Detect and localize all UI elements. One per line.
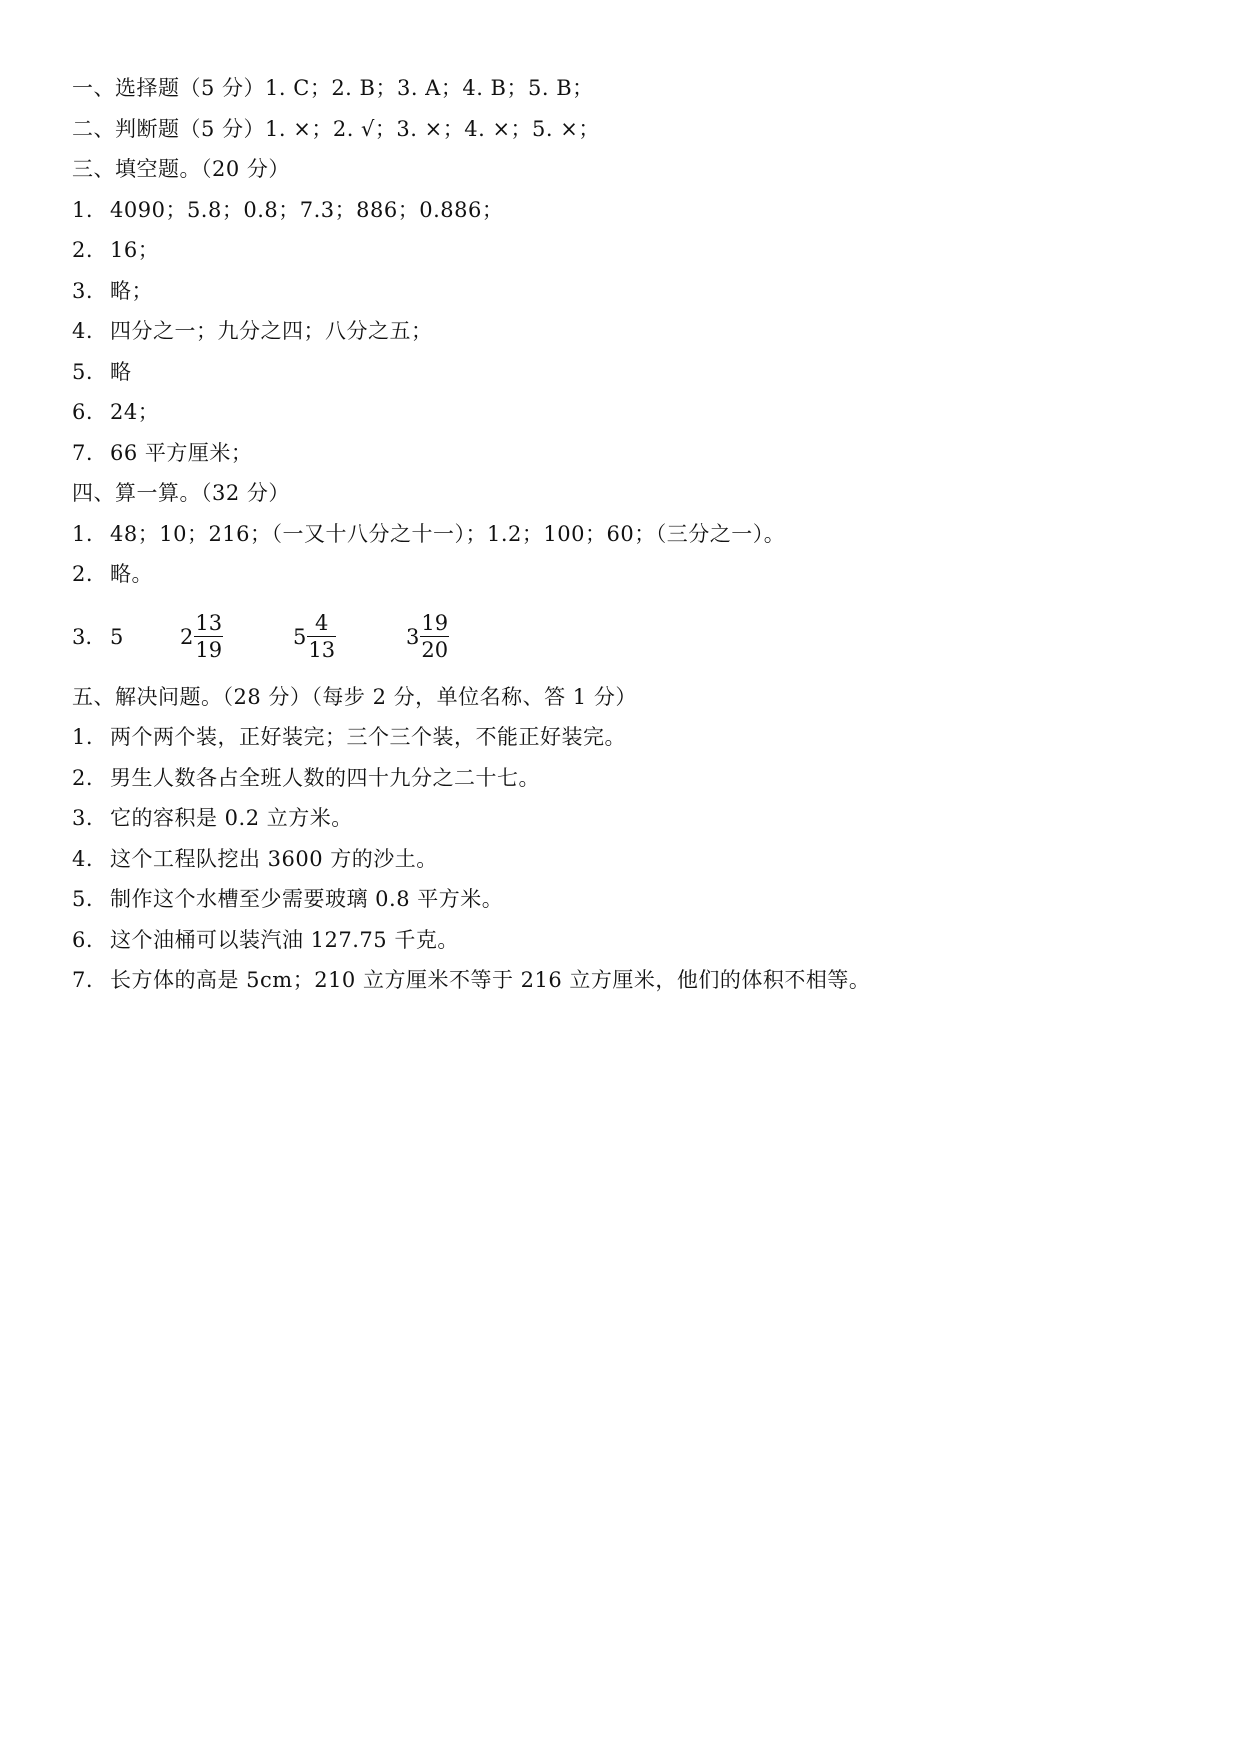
fill-in-item xyxy=(72,433,1182,474)
fraction xyxy=(194,610,223,663)
section-true-false: 二、判断题（5 分）1. ×；2. √；3. ×；4. ×；5. ×； xyxy=(72,116,600,141)
item-number: 2. xyxy=(72,562,94,586)
problem-item xyxy=(72,920,1182,961)
item-number: 5. xyxy=(72,887,94,911)
section-calculation-heading: 四、算一算。（32 分） xyxy=(72,481,290,505)
item-answer: 这个油桶可以装汽油 127.75 千克。 xyxy=(110,927,459,952)
item-number: 7. xyxy=(72,440,94,465)
item-answer: 48；10；216；（一又十八分之十一）；1.2；100；60；（三分之一）。 xyxy=(110,521,786,546)
item-answer: 男生人数各占全班人数的四十九分之二十七。 xyxy=(110,765,540,790)
answer-integer: 5 xyxy=(110,624,124,649)
problem-item xyxy=(72,960,1182,1001)
problem-item xyxy=(72,798,1182,839)
mixed-whole: 5 xyxy=(293,624,307,649)
item-number: 1. xyxy=(72,197,94,222)
item-answer: 略； xyxy=(110,278,153,303)
fraction-numerator: 13 xyxy=(195,611,223,635)
calc-item xyxy=(72,554,1182,595)
item-number: 5. xyxy=(72,359,94,384)
fraction xyxy=(420,610,449,663)
item-answer: 24； xyxy=(110,400,160,424)
item-number: 4. xyxy=(72,319,94,343)
section-word-problems-heading: 五、解决问题。（28 分）（每步 2 分，单位名称、答 1 分） xyxy=(72,684,637,709)
item-answer: 16； xyxy=(110,238,160,262)
item-answer: 两个两个装，正好装完；三个三个装，不能正好装完。 xyxy=(110,725,626,749)
item-answer: 略 xyxy=(110,359,132,384)
problem-item xyxy=(72,879,1182,920)
item-number: 3. xyxy=(72,806,94,830)
mixed-whole: 2 xyxy=(180,624,194,649)
section-fill-in-heading: 三、填空题。（20 分） xyxy=(72,157,290,181)
problem-item xyxy=(72,839,1182,880)
fill-in-item xyxy=(72,352,1182,393)
item-answer: 制作这个水槽至少需要玻璃 0.8 平方米。 xyxy=(110,887,504,911)
calc-item-fractions xyxy=(72,597,1182,677)
item-number: 3. xyxy=(72,624,93,649)
item-answer: 它的容积是 0.2 立方米。 xyxy=(110,806,353,830)
mixed-whole: 3 xyxy=(406,624,420,649)
item-number: 2. xyxy=(72,765,94,790)
problem-item xyxy=(72,717,1182,758)
answer-document xyxy=(72,68,1182,1001)
item-number: 4. xyxy=(72,846,94,871)
item-number: 1. xyxy=(72,725,94,749)
item-number: 6. xyxy=(72,927,94,952)
fraction-denominator: 20 xyxy=(421,638,449,662)
fraction xyxy=(307,610,336,663)
section-multiple-choice: 一、选择题（5 分）1. C；2. B；3. A；4. B；5. B； xyxy=(72,76,594,100)
fill-in-item xyxy=(72,392,1182,433)
mixed-number xyxy=(180,610,293,663)
calc-item xyxy=(72,514,1182,555)
item-answer: 66 平方厘米； xyxy=(110,440,253,465)
fraction-numerator: 4 xyxy=(315,611,329,635)
fraction-numerator: 19 xyxy=(421,611,449,635)
item-number: 2. xyxy=(72,238,94,262)
mixed-number xyxy=(293,610,406,663)
fill-in-item xyxy=(72,311,1182,352)
item-answer: 这个工程队挖出 3600 方的沙土。 xyxy=(110,846,438,871)
fill-in-item xyxy=(72,271,1182,312)
fraction-denominator: 13 xyxy=(308,638,336,662)
mixed-number xyxy=(406,610,519,663)
item-answer: 4090；5.8；0.8；7.3；886；0.886； xyxy=(110,197,504,222)
item-answer: 略。 xyxy=(110,562,153,586)
problem-item xyxy=(72,758,1182,799)
fill-in-item xyxy=(72,230,1182,271)
item-number: 7. xyxy=(72,968,94,992)
item-number: 1. xyxy=(72,521,94,546)
item-number: 3. xyxy=(72,278,94,303)
fraction-denominator: 19 xyxy=(195,638,223,662)
item-number: 6. xyxy=(72,400,94,424)
item-answer: 长方体的高是 5cm；210 立方厘米不等于 216 立方厘米，他们的体积不相等。 xyxy=(110,968,871,992)
fill-in-item xyxy=(72,190,1182,231)
item-answer: 四分之一；九分之四；八分之五； xyxy=(110,319,433,343)
